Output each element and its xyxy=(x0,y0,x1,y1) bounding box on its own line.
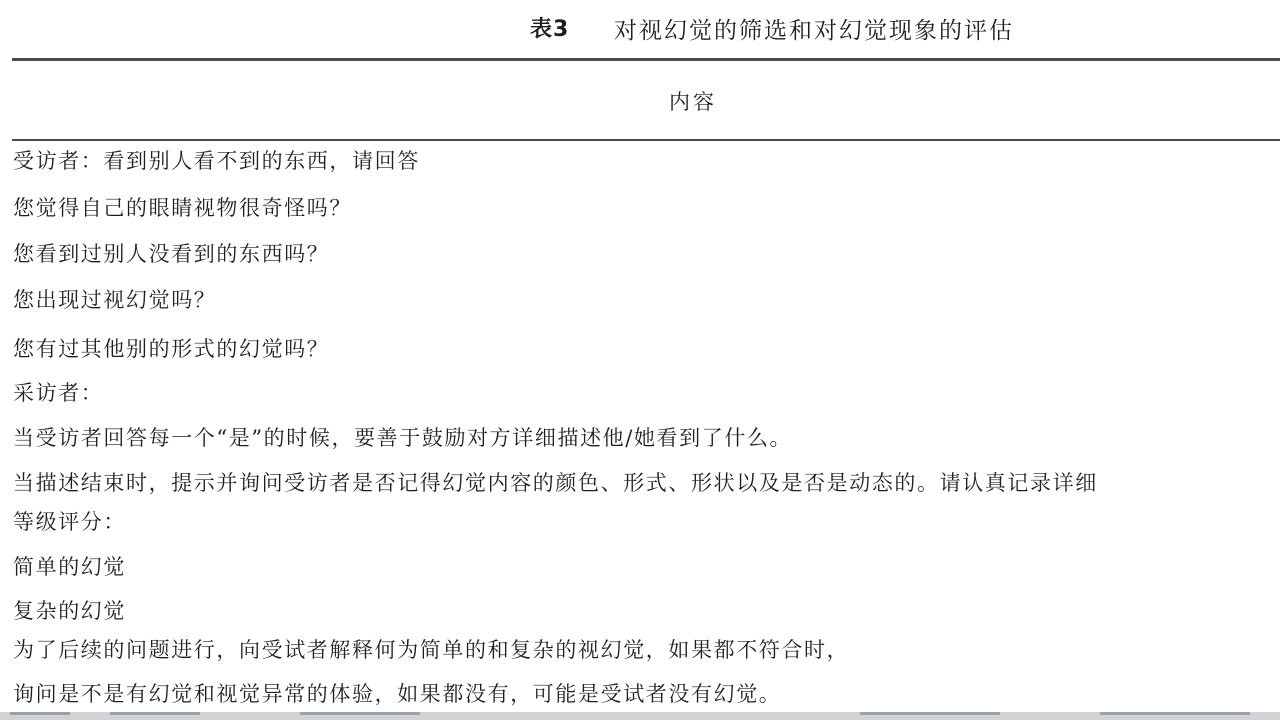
table-number: 表3 xyxy=(530,17,570,42)
viewer-bottom-bar xyxy=(0,712,1280,720)
table-row: 询问是不是有幻觉和视觉异常的体验，如果都没有，可能是受试者没有幻觉。 xyxy=(13,682,782,706)
table-row: 您有过其他别的形式的幻觉吗？ xyxy=(13,337,330,361)
table-body xyxy=(13,0,1280,720)
table-row: 复杂的幻觉 xyxy=(13,599,126,623)
table-row: 当受访者回答每一个“是”的时候，要善于鼓励对方详细描述他/她看到了什么。 xyxy=(13,426,793,450)
table-row: 为了后续的问题进行，向受试者解释何为简单的和复杂的视幻觉，如果都不符合时， xyxy=(13,638,850,662)
table-row: 当描述结束时，提示并询问受访者是否记得幻觉内容的颜色、形式、形状以及是否是动态的。请认真记录详细 xyxy=(13,471,1098,495)
table-row: 采访者： xyxy=(13,381,104,405)
table-column-header: 内容 xyxy=(669,90,717,114)
table-row: 简单的幻觉 xyxy=(13,555,126,579)
table-row: 受访者：看到别人看不到的东西，请回答 xyxy=(13,149,420,173)
table-row: 您看到过别人没看到的东西吗？ xyxy=(13,242,330,266)
table-row: 您出现过视幻觉吗？ xyxy=(13,288,217,312)
table-title: 对视幻觉的筛选和对幻觉现象的评估 xyxy=(614,18,1014,44)
table-row: 您觉得自己的眼睛视物很奇怪吗？ xyxy=(13,196,352,220)
table-row: 等级评分： xyxy=(13,510,126,534)
